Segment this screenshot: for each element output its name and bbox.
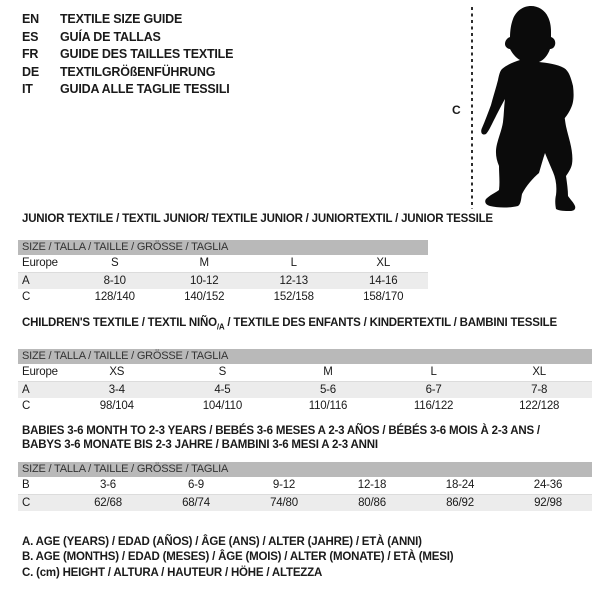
row-label: A [22, 275, 30, 287]
language-title: TEXTILE SIZE GUIDE [60, 12, 183, 26]
language-title-block [22, 11, 233, 99]
row-label: Europe [22, 366, 58, 379]
row-value: 7-8 [531, 384, 548, 397]
row-label: B [22, 479, 30, 491]
table-title-text: BABYS 3-6 MONATE BIS 2-3 JAHRE / BAMBINI 3-6 MESI A 2-3 ANNI [22, 439, 378, 451]
language-code: DE [22, 64, 39, 79]
row-value: L [430, 366, 437, 379]
table-title [18, 424, 592, 452]
row-value: XS [109, 366, 125, 379]
language-row [22, 29, 233, 47]
babies-textile-table [18, 424, 592, 511]
row-value: S [218, 366, 227, 379]
table-row [18, 381, 592, 398]
toddler-silhouette-image [478, 4, 598, 216]
row-value: 5-6 [319, 384, 336, 397]
table-rows [18, 364, 592, 415]
row-value: 12-18 [357, 479, 387, 491]
row-label: A [22, 384, 30, 397]
row-value: 62/68 [94, 497, 122, 509]
row-value: 152/158 [273, 291, 314, 303]
language-code: FR [22, 47, 39, 62]
row-value: 74/80 [270, 497, 298, 509]
row-value: XL [376, 257, 391, 269]
row-value: M [199, 257, 209, 269]
row-value: L [290, 257, 297, 269]
language-title: TEXTILGRÖßENFÜHRUNG [60, 64, 216, 79]
row-value: 10-12 [190, 275, 219, 287]
language-code: ES [22, 29, 39, 44]
row-value: 14-16 [369, 275, 398, 287]
row-label: C [22, 497, 31, 509]
table-row [18, 364, 592, 381]
table-title [18, 212, 493, 226]
row-label: Europe [22, 257, 58, 269]
junior-textile-table [18, 212, 493, 306]
table-row [18, 477, 592, 494]
row-value: S [111, 257, 119, 269]
size-header-bar: SIZE / TALLA / TAILLE / GRÖSSE / TAGLIA [18, 462, 592, 477]
table-row [18, 494, 592, 511]
row-value: 158/170 [363, 291, 404, 303]
footnote-b: B. AGE (MONTHS) / EDAD (MESES) / ÂGE (MOIS) / ALTER (MONATE) / ETÀ (MESI) [22, 551, 454, 564]
row-value: 92/98 [534, 497, 562, 509]
row-value: 4-5 [214, 384, 231, 397]
row-value: 116/122 [413, 400, 454, 413]
row-value: 6-7 [425, 384, 442, 397]
row-value: 122/128 [519, 400, 560, 413]
footnote-a: A. AGE (YEARS) / EDAD (AÑOS) / ÂGE (ANS) / ALTER (JAHRE) / ETÀ (ANNI) [22, 536, 422, 548]
height-measure-label: C [452, 103, 461, 117]
language-code: IT [22, 82, 33, 97]
row-value: 110/116 [308, 400, 348, 413]
language-code: EN [22, 12, 39, 26]
table-row [18, 398, 592, 415]
row-value: 128/140 [94, 291, 135, 303]
table-rows [18, 477, 592, 511]
row-value: 98/104 [99, 400, 134, 413]
size-header-bar: SIZE / TALLA / TAILLE / GRÖSSE / TAGLIA [18, 349, 592, 364]
children-textile-table [18, 316, 592, 415]
language-row [22, 11, 233, 29]
table-title-text: CHILDREN'S TEXTILE / TEXTIL NIÑO [22, 317, 217, 329]
row-value: 140/152 [184, 291, 225, 303]
row-label: C [22, 291, 31, 303]
table-title-text: JUNIOR TEXTILE / TEXTIL JUNIOR/ TEXTILE JUNIOR / JUNIORTEXTIL / JUNIOR TESSILE [22, 213, 493, 225]
legend-footnotes [22, 535, 453, 581]
language-title: GUIDE DES TAILLES TEXTILE [60, 47, 234, 62]
table-title [18, 316, 592, 334]
language-row [22, 46, 233, 64]
table-row [18, 255, 428, 272]
language-row [22, 64, 233, 82]
language-title: GUÍA DE TALLAS [60, 29, 161, 44]
table-rows [18, 255, 428, 306]
row-value: 3-6 [99, 479, 117, 491]
table-row [18, 289, 428, 306]
row-value: 80/86 [358, 497, 386, 509]
row-value: 3-4 [108, 384, 125, 397]
table-title-text: / TEXTILE DES ENFANTS / KINDERTEXTIL / BAMBINI TESSILE [224, 317, 557, 329]
footnote-c: C. (cm) HEIGHT / ALTURA / HAUTEUR / HÖHE / ALTEZZA [22, 566, 323, 579]
row-value: 12-13 [279, 275, 308, 287]
row-value: 104/110 [202, 400, 243, 413]
row-label: C [22, 400, 31, 413]
language-row [22, 81, 233, 99]
table-row [18, 272, 428, 289]
row-value: 18-24 [445, 479, 475, 491]
row-value: 9-12 [272, 479, 296, 491]
row-value: XL [532, 366, 546, 379]
height-measure-dotted-line [471, 7, 473, 209]
row-value: 8-10 [103, 275, 126, 287]
language-title: GUIDA ALLE TAGLIE TESSILI [60, 82, 230, 97]
row-value: M [323, 366, 333, 379]
row-value: 24-36 [533, 479, 563, 491]
row-value: 68/74 [182, 497, 210, 509]
table-title-text: /A [216, 322, 225, 332]
row-value: 86/92 [446, 497, 474, 509]
size-header-bar: SIZE / TALLA / TAILLE / GRÖSSE / TAGLIA [18, 240, 428, 255]
row-value: 6-9 [187, 479, 205, 491]
table-title-text: BABIES 3-6 MONTH TO 2-3 YEARS / BEBÉS 3-6 MESES A 2-3 AÑOS / BÉBÉS 3-6 MOIS À 2-3 ANS / [22, 425, 540, 437]
